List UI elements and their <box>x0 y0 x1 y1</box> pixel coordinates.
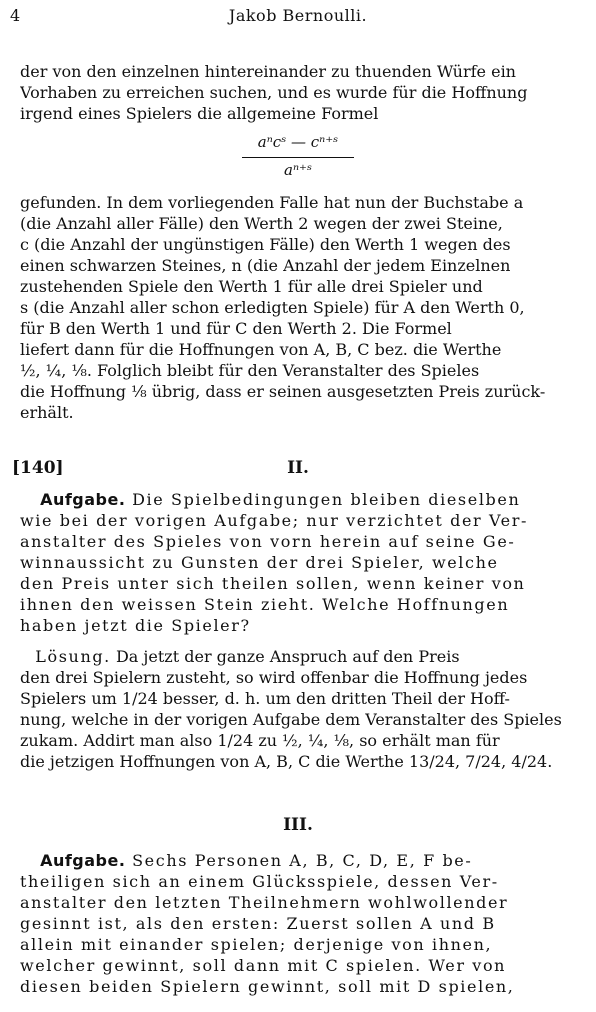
text-line: (die Anzahl aller Fälle) den Werth 2 wegen der zwei Steine, <box>20 214 503 233</box>
text-line: Spielers um 1/24 besser, d. h. um den dritten Theil der Hoff- <box>20 689 510 708</box>
text-line: haben jetzt die Spieler? <box>20 616 251 635</box>
text-line: gefunden. In dem vorliegenden Falle hat nun der Buchstabe a <box>20 193 524 212</box>
section-heading-2 <box>12 458 584 484</box>
text-line: einen schwarzen Steines, n (die Anzahl der jedem Einzelnen <box>20 256 511 275</box>
text-line: Vorhaben zu erreichen suchen, und es wurde für die Hoffnung <box>20 83 528 102</box>
aufgabe-label: Aufgabe. <box>40 851 126 870</box>
section-title: III. <box>283 815 313 835</box>
section-title: II. <box>287 458 309 478</box>
formula-denominator: aⁿ⁺ˢ <box>284 161 312 179</box>
paragraph-solution-values <box>20 192 580 423</box>
loesung-text: Da jetzt der ganze Anspruch auf den Preis <box>115 647 460 666</box>
text-line: anstalter des Spieles von vorn herein auf seine Ge- <box>20 532 516 551</box>
text-line: welcher gewinnt, soll dann mit C spielen. Wer von <box>20 956 507 975</box>
aufgabe-text: Sechs Personen A, B, C, D, E, F be- <box>132 851 473 870</box>
text-line: die jetzigen Hoffnungen von A, B, C die Werthe 13/24, 7/24, 4/24. <box>20 752 553 771</box>
aufgabe-label: Aufgabe. <box>40 490 126 509</box>
text-line: irgend eines Spielers die allgemeine Formel <box>20 104 379 123</box>
text-line: die Hoffnung ⅛ übrig, dass er seinen ausgesetzten Preis zurück- <box>20 382 546 401</box>
text-line: zustehenden Spiele den Werth 1 für alle drei Spieler und <box>20 277 483 296</box>
loesung-label: Lösung. <box>35 647 111 666</box>
loesung-2 <box>20 646 580 772</box>
paragraph-intro <box>20 61 580 124</box>
aufgabe-text: Die Spielbedingungen bleiben dieselben <box>132 490 521 509</box>
text-line: gesinnt ist, als den ersten: Zuerst sollen A und B <box>20 914 496 933</box>
text-line: den drei Spielern zusteht, so wird offenbar die Hoffnung jedes <box>20 668 528 687</box>
marginal-page-ref: [140] <box>12 458 64 478</box>
text-line <box>20 489 580 510</box>
text-line: den Preis unter sich theilen sollen, wenn keiner von <box>20 574 526 593</box>
fraction-bar <box>242 157 354 158</box>
section-heading-3 <box>12 815 584 841</box>
running-head: Jakob Bernoulli. <box>228 6 368 25</box>
aufgabe-2 <box>20 489 580 636</box>
page-number: 4 <box>10 6 21 25</box>
text-line: liefert dann für die Hoffnungen von A, B, C bez. die Werthe <box>20 340 502 359</box>
text-line: s (die Anzahl aller schon erledigten Spiele) für A den Werth 0, <box>20 298 525 317</box>
text-line: für B den Werth 1 und für C den Werth 2. Die Formel <box>20 319 452 338</box>
text-line: ihnen den weissen Stein zieht. Welche Hoffnungen <box>20 595 510 614</box>
text-line: winnaussicht zu Gunsten der drei Spieler, welche <box>20 553 499 572</box>
text-line <box>20 646 580 667</box>
page-header <box>10 4 586 30</box>
text-line: nung, welche in der vorigen Aufgabe dem Veranstalter des Spieles <box>20 710 562 729</box>
text-line: erhält. <box>20 403 74 422</box>
aufgabe-3 <box>20 850 580 997</box>
text-line: allein mit einander spielen; derjenige von ihnen, <box>20 935 493 954</box>
text-line: ½, ¼, ⅛. Folglich bleibt für den Veranstalter des Spieles <box>20 361 480 380</box>
text-line <box>20 850 580 871</box>
text-line: anstalter den letzten Theilnehmern wohlwollender <box>20 893 509 912</box>
text-line: theiligen sich an einem Glücksspiele, dessen Ver- <box>20 872 499 891</box>
text-line: wie bei der vorigen Aufgabe; nur verzichtet der Ver- <box>20 511 528 530</box>
text-line: der von den einzelnen hintereinander zu thuenden Würfe ein <box>20 62 516 81</box>
text-line: zukam. Addirt man also 1/24 zu ½, ¼, ⅛, so erhält man für <box>20 731 500 750</box>
formula-numerator: aⁿcˢ — cⁿ⁺ˢ <box>257 133 339 151</box>
hope-formula <box>0 133 596 181</box>
text-line: diesen beiden Spielern gewinnt, soll mit D spielen, <box>20 977 515 996</box>
text-line: c (die Anzahl der ungünstigen Fälle) den Werth 1 wegen des <box>20 235 511 254</box>
